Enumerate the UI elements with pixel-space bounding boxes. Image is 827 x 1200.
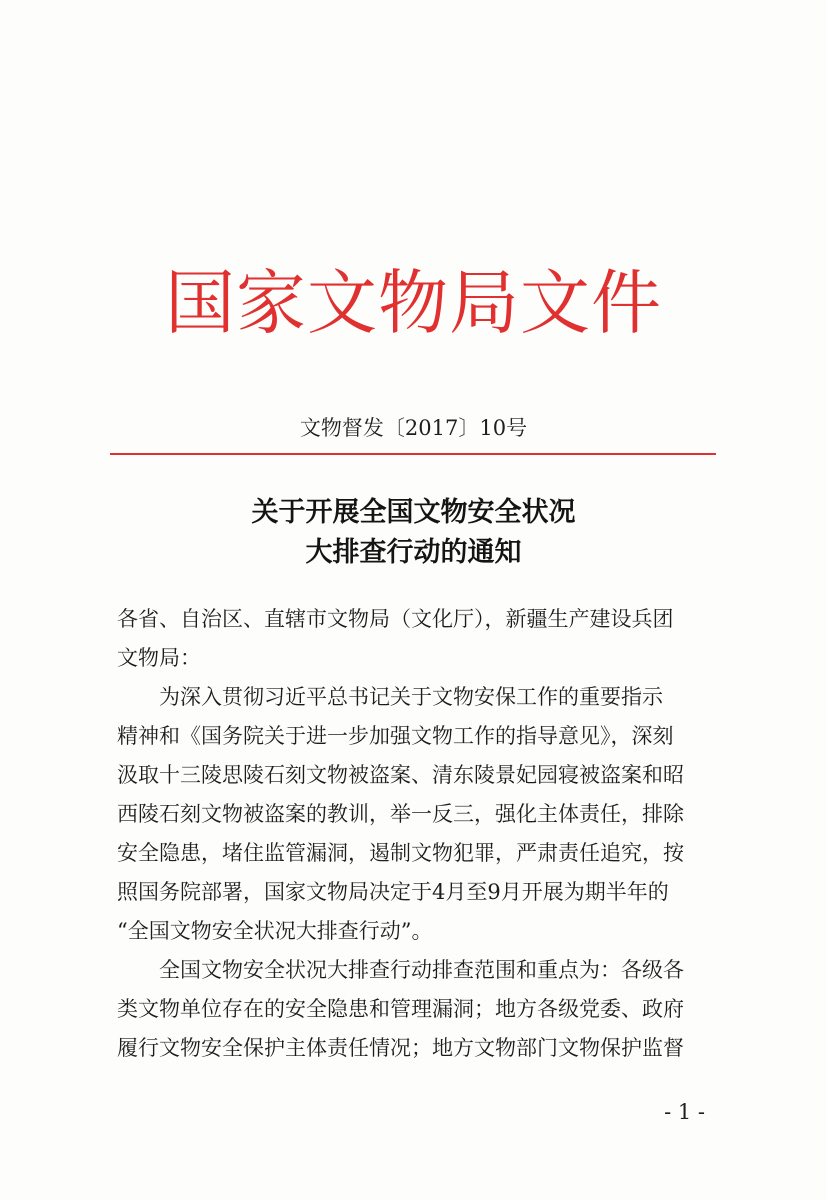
paragraph-2-line: 履行文物安全保护主体责任情况；地方文物部门文物保护监督 xyxy=(117,1036,684,1060)
paragraph-1 xyxy=(117,678,717,951)
paragraph-1-line: 汲取十三陵思陵石刻文物被盗案、清东陵景妃园寝被盗案和昭 xyxy=(117,763,684,787)
document-number: 文物督发〔2017〕10号 xyxy=(299,416,528,440)
notice-title xyxy=(0,493,827,573)
paragraph-1-line: “全国文物安全状况大排查行动”。 xyxy=(117,919,433,943)
paragraph-1-line: 安全隐患，堵住监管漏洞，遏制文物犯罪，严肃责任追究，按 xyxy=(117,841,684,865)
paragraph-1-line: 为深入贯彻习近平总书记关于文物安保工作的重要指示 xyxy=(159,685,663,709)
notice-title-line-1: 关于开展全国文物安全状况 xyxy=(251,497,576,528)
paragraph-1-line: 照国务院部署，国家文物局决定于4月至9月开展为期半年的 xyxy=(117,880,669,904)
agency-header-title: 国家文物局文件 xyxy=(165,262,662,344)
paragraph-1-line: 精神和《国务院关于进一步加强文物工作的指导意见》，深刻 xyxy=(117,724,674,748)
paragraph-2-line: 全国文物安全状况大排查行动排查范围和重点为：各级各 xyxy=(159,958,684,982)
salutation-line-2: 文物局： xyxy=(117,646,201,670)
salutation-line-1: 各省、自治区、直辖市文物局（文化厅），新疆生产建设兵团 xyxy=(117,607,674,631)
paragraph-2-line: 类文物单位存在的安全隐患和管理漏洞；地方各级党委、政府 xyxy=(117,997,684,1021)
salutation xyxy=(117,600,717,678)
paragraph-1-line: 西陵石刻文物被盗案的教训，举一反三，强化主体责任，排除 xyxy=(117,802,684,826)
paragraph-2 xyxy=(117,951,717,1068)
page-number: - 1 - xyxy=(664,1100,705,1124)
red-divider-line xyxy=(110,453,716,455)
notice-title-line-2: 大排查行动的通知 xyxy=(305,537,522,568)
